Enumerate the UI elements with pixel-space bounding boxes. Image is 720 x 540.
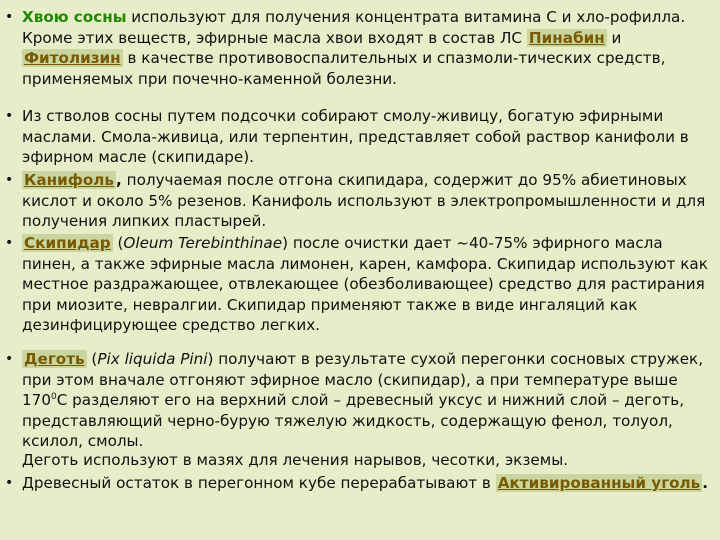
paragraph-body: Деготь используют в мазях для лечения нарывов, чесотки, экземы. <box>22 451 569 469</box>
paragraph-rosin <box>0 170 710 232</box>
link-pinabin[interactable]: Пинабин <box>528 28 605 47</box>
bullet-marker: • <box>5 235 14 251</box>
text: . <box>702 474 709 492</box>
paragraph-charcoal <box>0 473 710 494</box>
paragraph-pine-needles <box>0 7 710 89</box>
text: ( <box>86 350 98 368</box>
text: С разделяют его на верхний слой – древесный уксус и нижний слой – деготь, представляющий черно-бурую тяжелую жидкость, содержащую фенол, толуол, ксилол, смолы. <box>22 391 685 450</box>
paragraph-resin <box>0 106 710 168</box>
link-rosin[interactable]: Канифоль <box>24 171 115 189</box>
link-fitolizin[interactable]: Фитолизин <box>24 49 121 67</box>
paragraph-turpentine <box>0 233 710 336</box>
link-activated-charcoal[interactable]: Активированный уголь <box>497 474 701 492</box>
term-pine-needles: Хвою сосны <box>22 8 127 26</box>
bullet-marker: • <box>5 108 14 124</box>
bullet-marker: • <box>5 351 14 367</box>
link-tar[interactable]: Деготь <box>24 350 85 368</box>
text: Древесный остаток в перегонном кубе перерабатывают в <box>22 474 496 492</box>
text: используют для получения концентрата витамина С и хло-рофилла. Кроме этих веществ, эфирные масла хвои входят в состав ЛС <box>22 8 686 47</box>
bullet-marker: • <box>5 475 14 491</box>
paragraph-body <box>22 349 710 452</box>
bullet-marker: • <box>5 172 14 188</box>
paragraph-tar-usage <box>0 450 710 471</box>
text: ) после очистки дает ~40-75% эфирного масла пинен, а также эфирные масла лимонен, карен, камфора. Скипидар используют как местное раздражающее, отвлекающее (обезболивающее) средство для растирания при миозите, невралгии. Скипидар применяют также в виде ингаляций как дезинфицирующее средство легких. <box>22 234 708 334</box>
latin-name: Pix liquida Pini <box>97 350 208 368</box>
bullet-marker: • <box>5 9 14 25</box>
paragraph-tar <box>0 349 710 452</box>
text: ( <box>112 234 124 252</box>
text: и <box>606 28 622 47</box>
paragraph-body <box>22 170 710 232</box>
paragraph-body <box>22 7 710 89</box>
degree-superscript: 0 <box>51 391 57 402</box>
text: , <box>116 171 122 189</box>
text: в качестве противовоспалительных и спазмоли-тических средств, применяемых при почечно-каменной болезни. <box>22 49 666 88</box>
text: получаемая после отгона скипидара, содержит до 95% абиетиновых кислот и около 5% резенов. Канифоль используют в электропромышленности и для получения липких пластырей. <box>22 171 706 230</box>
paragraph-body <box>22 233 710 336</box>
paragraph-body: Из стволов сосны путем подсочки собирают смолу-живицу, богатую эфирными маслами. Смола-живица, или терпентин, представляет собой раствор канифоли в эфирном масле (скипидаре). <box>22 107 689 166</box>
latin-name: Oleum Terebinthinae <box>123 234 283 252</box>
paragraph-body <box>22 473 710 494</box>
link-turpentine[interactable]: Скипидар <box>24 234 111 252</box>
text: ) получают в результате сухой перегонки сосновых стружек, при этом вначале отгоняют эфирное масло (скипидар), а при температуре выше 170 <box>22 350 704 409</box>
